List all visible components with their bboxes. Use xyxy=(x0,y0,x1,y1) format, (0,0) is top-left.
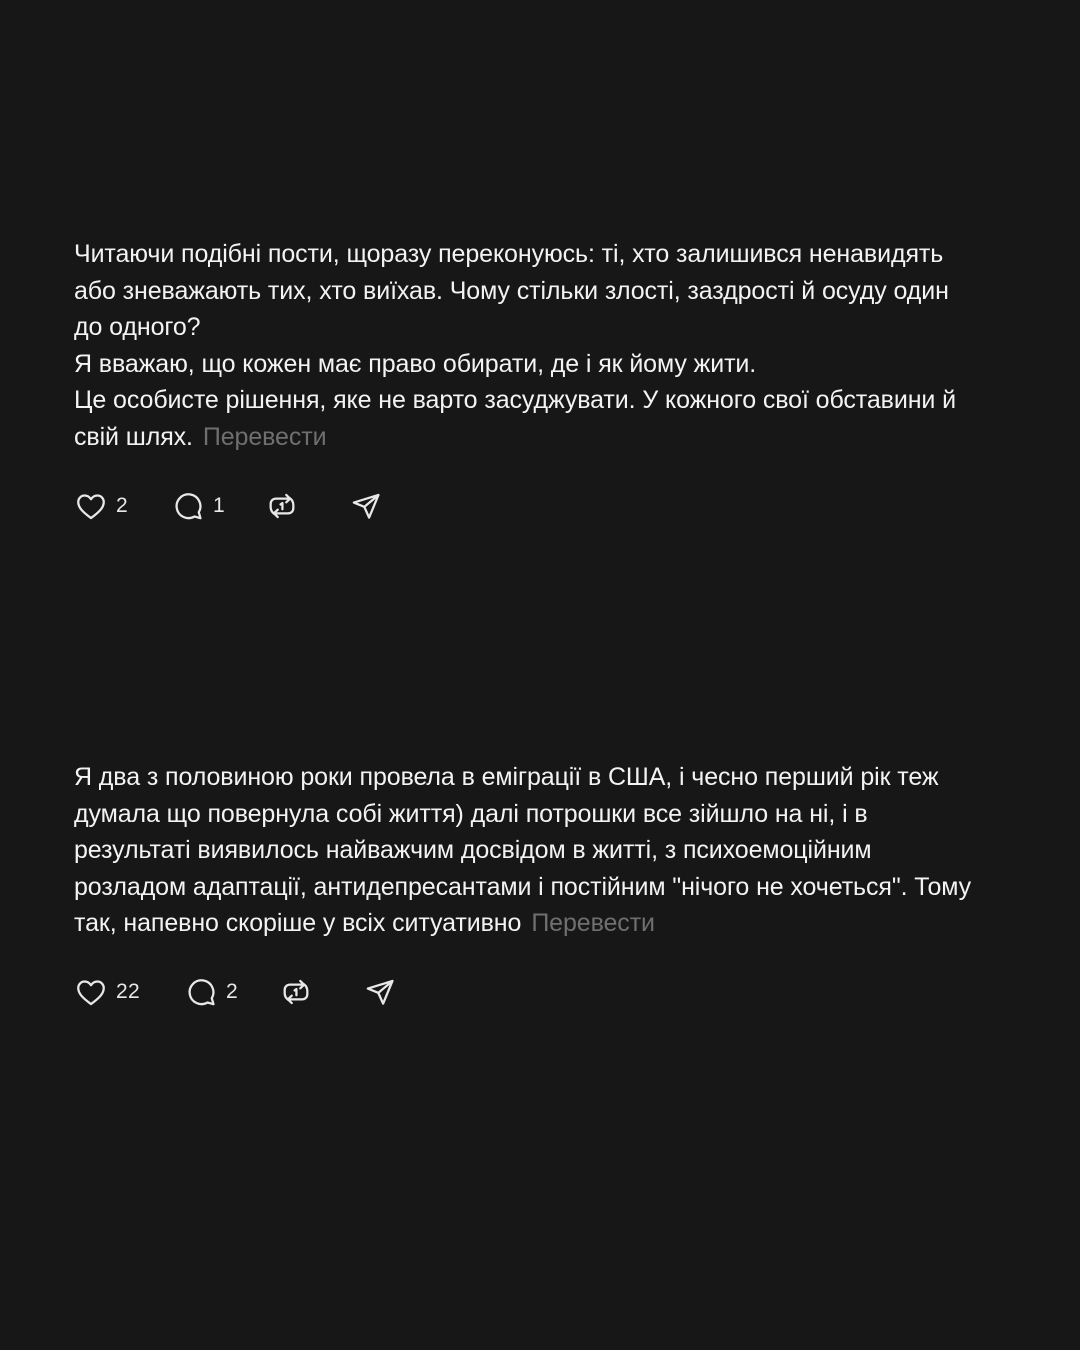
post-card xyxy=(74,759,1034,1012)
heart-icon xyxy=(74,489,108,523)
speech-bubble-icon xyxy=(184,975,218,1009)
repost-button[interactable] xyxy=(265,489,349,523)
post-text-line: Я вважаю, що кожен має право обирати, де і як йому жити. xyxy=(74,349,757,378)
post-text-line: так, напевно скоріше у всіх ситуативно xyxy=(74,909,522,938)
post-text-line: думала що повернула собі життя) далі потрошки все зійшло на ні, і в xyxy=(74,799,868,828)
post-text-last-line xyxy=(74,419,1034,456)
reply-count: 2 xyxy=(226,979,238,1003)
repost-icon xyxy=(265,489,299,523)
share-button[interactable] xyxy=(363,975,397,1009)
post-text-line: результаті виявилось найважчим досвідом в житті, з психоемоційним xyxy=(74,836,872,865)
like-button[interactable] xyxy=(74,489,171,523)
like-count: 2 xyxy=(116,493,128,517)
post-actions xyxy=(74,486,1034,526)
repost-icon xyxy=(279,975,313,1009)
paper-plane-icon xyxy=(349,489,383,523)
paper-plane-icon xyxy=(363,975,397,1009)
speech-bubble-icon xyxy=(171,489,205,523)
translate-link[interactable]: Перевести xyxy=(531,909,655,938)
like-count: 22 xyxy=(116,979,140,1003)
post-text-last-line xyxy=(74,905,1034,942)
post-text-line: розладом адаптації, антидепресантами і постійним "нічого не хочеться". Тому xyxy=(74,872,972,901)
reply-count: 1 xyxy=(213,493,225,517)
heart-icon xyxy=(74,975,108,1009)
post-text-line: до одного? xyxy=(74,313,201,342)
translate-link[interactable]: Перевести xyxy=(202,422,327,451)
share-button[interactable] xyxy=(349,489,383,523)
post-text xyxy=(74,759,1034,942)
reply-button[interactable] xyxy=(184,975,279,1009)
post-text-line: Це особисте рішення, яке не варто засуджувати. У кожного свої обставини й xyxy=(74,386,956,415)
post-actions xyxy=(74,972,1034,1012)
reply-button[interactable] xyxy=(171,489,265,523)
post-text-line: або зневажають тих, хто виїхав. Чому стільки злості, заздрості й осуду один xyxy=(74,276,949,305)
post-text xyxy=(74,236,1034,456)
post-text-line: Читаючи подібні пости, щоразу переконуюсь: ті, хто залишився ненавидять xyxy=(74,240,944,268)
post-text-line: свій шлях. xyxy=(74,422,193,451)
post-card xyxy=(74,236,1034,526)
post-text-line: Я два з половиною роки провела в еміграції в США, і чесно перший рік теж xyxy=(74,763,939,791)
like-button[interactable] xyxy=(74,975,184,1009)
repost-button[interactable] xyxy=(279,975,363,1009)
